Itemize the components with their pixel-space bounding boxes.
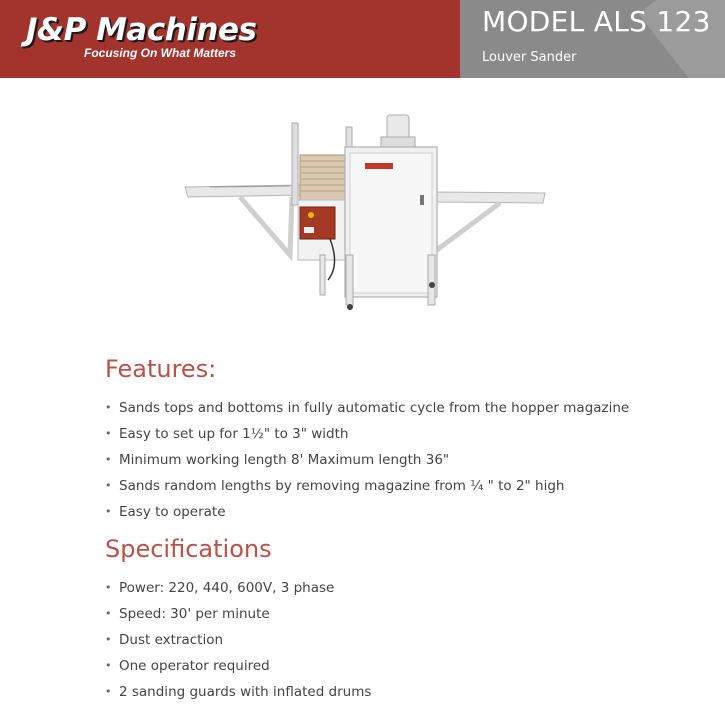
- bullet-icon: •: [105, 505, 112, 518]
- list-item: [105, 601, 371, 627]
- feature-text: Easy to set up for 1½" to 3" width: [119, 426, 349, 442]
- list-item: [105, 473, 629, 499]
- list-item: [105, 679, 371, 705]
- list-item: [105, 653, 371, 679]
- bullet-icon: •: [105, 685, 112, 698]
- spec-text: Speed: 30' per minute: [119, 606, 270, 622]
- company-logo[interactable]: [26, 10, 266, 66]
- bullet-icon: •: [105, 581, 112, 594]
- list-item: [105, 499, 629, 525]
- model-title: MODEL ALS 123: [482, 5, 711, 38]
- list-item: [105, 447, 629, 473]
- bullet-icon: •: [105, 479, 112, 492]
- feature-text: Easy to operate: [119, 504, 226, 520]
- spec-text: 2 sanding guards with inflated drums: [119, 684, 372, 700]
- specifications-list: [105, 575, 371, 705]
- list-item: [105, 627, 371, 653]
- feature-text: Sands tops and bottoms in fully automatic cycle from the hopper magazine: [119, 400, 630, 416]
- product-photo: [180, 105, 550, 320]
- bullet-icon: •: [105, 633, 112, 646]
- logo-wordmark: J&P Machines: [26, 12, 257, 48]
- brand-panel: [0, 0, 460, 78]
- bullet-icon: •: [105, 607, 112, 620]
- list-item: [105, 395, 629, 421]
- spec-text: Dust extraction: [119, 632, 224, 648]
- bullet-icon: •: [105, 427, 112, 440]
- spec-text: Power: 220, 440, 600V, 3 phase: [119, 580, 335, 596]
- specifications-heading: Specifications: [105, 535, 272, 563]
- louver-stack-icon: [300, 155, 346, 200]
- bullet-icon: •: [105, 453, 112, 466]
- bullet-icon: •: [105, 659, 112, 672]
- logo-tagline: Focusing On What Matters: [84, 46, 237, 60]
- feature-text: Minimum working length 8' Maximum length 36": [119, 452, 450, 468]
- list-item: [105, 421, 629, 447]
- feature-text: Sands random lengths by removing magazine from ¼ " to 2" high: [119, 478, 565, 494]
- model-panel: [460, 0, 725, 78]
- page-header: [0, 0, 725, 78]
- features-heading: Features:: [105, 355, 217, 383]
- model-subtitle: Louver Sander: [482, 50, 577, 65]
- list-item: [105, 575, 371, 601]
- spec-text: One operator required: [119, 658, 270, 674]
- bullet-icon: •: [105, 401, 112, 414]
- features-list: [105, 395, 629, 525]
